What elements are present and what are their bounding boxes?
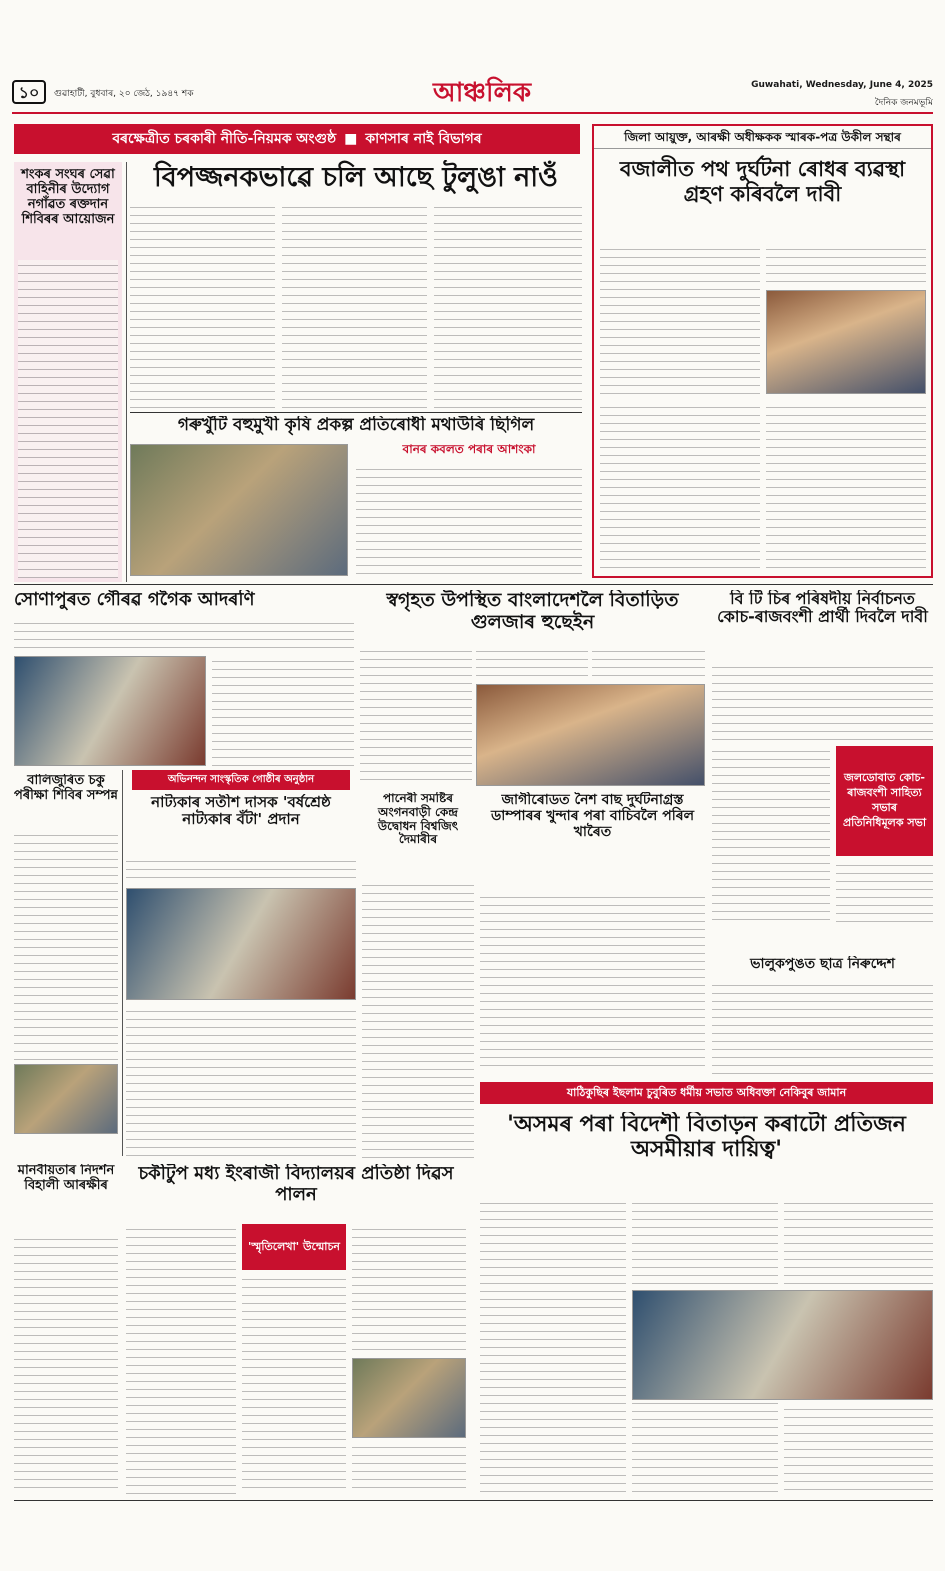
date-left: গুৱাহাটী, বুধবাৰ, ২০ জেঠ, ১৯৪৭ শক bbox=[54, 89, 194, 99]
body-text bbox=[352, 1442, 466, 1494]
body-text bbox=[352, 1224, 466, 1354]
article-bajali bbox=[592, 124, 933, 578]
family-photo bbox=[476, 684, 705, 786]
body-text bbox=[14, 830, 118, 1060]
body-text bbox=[480, 892, 705, 1072]
headline: বিপজ্জনকভাৱে চলি আছে টুলুঙা নাওঁ bbox=[153, 162, 558, 193]
body-text bbox=[600, 244, 760, 394]
article-chakitup bbox=[126, 1164, 466, 1494]
body-text bbox=[126, 856, 356, 884]
subheadline: বানৰ কবলত পৰাৰ আশংকা bbox=[402, 442, 536, 456]
date-right: Guwahati, Wednesday, June 4, 2025 bbox=[751, 80, 933, 90]
article-anganwadi bbox=[362, 792, 474, 1162]
headline: ভালুকপুঙত ছাত্ৰ নিৰুদ্দেশ bbox=[750, 956, 895, 972]
religious-meeting-photo bbox=[632, 1290, 933, 1400]
body-text bbox=[242, 1274, 346, 1494]
page-number: ১০ bbox=[12, 80, 46, 104]
headline: পানেৰী সমষ্টিৰ অংগনবাড়ী কেন্দ্ৰ উদ্বোধন বিশ্বজিৎ দৈমাৰীৰ bbox=[377, 792, 459, 847]
article-dumper bbox=[480, 792, 705, 1072]
article-baliju bbox=[14, 774, 118, 1154]
body-text bbox=[712, 662, 933, 742]
kicker: যাঠিকুছিৰ ইছলাম চুবুৰিত ধৰ্মীয় সভাত অধিবক্তা নেকিবুৰ জামান bbox=[480, 1082, 933, 1104]
article-asom bbox=[480, 1082, 933, 1494]
paper-name: দৈনিক জনমভূমি bbox=[874, 98, 933, 108]
article-krishi bbox=[130, 416, 582, 576]
body-text bbox=[712, 746, 830, 926]
headline: বালিজুৰিত চকু পৰীক্ষা শিবিৰ সম্পন্ন bbox=[14, 774, 118, 803]
top-banner-right: কাণসাৰ নাই বিভাগৰ bbox=[365, 131, 482, 147]
memorandum-photo bbox=[766, 290, 926, 394]
body-text bbox=[14, 618, 354, 652]
section-title: আঞ্চলিক bbox=[432, 78, 532, 108]
body-text bbox=[360, 646, 472, 786]
body-text bbox=[784, 1198, 933, 1286]
body-text bbox=[126, 1224, 236, 1494]
body-text bbox=[18, 260, 118, 578]
top-banner bbox=[14, 124, 580, 154]
body-text bbox=[766, 244, 926, 284]
body-text bbox=[836, 860, 933, 926]
article-gulzar bbox=[360, 590, 705, 786]
award-ceremony-photo bbox=[126, 888, 356, 1000]
headline: 'অসমৰ পৰা বিদেশী বিতাড়ন কৰাটো প্ৰতিজন অসমীয়াৰ দায়িত্ব' bbox=[507, 1112, 906, 1163]
kicker: জিলা আয়ুক্ত, আৰক্ষী অধীক্ষকক স্মাৰক-পত্ৰ উকীল সন্থাৰ bbox=[594, 126, 931, 149]
article-sonapur bbox=[14, 590, 354, 766]
jaldobata-box: জলডোবাত কোচ-ৰাজবংশী সাহিত্য সভাৰ প্ৰতিনিধিমূলক সভা bbox=[836, 746, 933, 856]
body-text bbox=[712, 980, 933, 1076]
article-bhalukpung bbox=[712, 956, 933, 1076]
article-manaviyata bbox=[14, 1164, 118, 1494]
headline: বজালীত পথ দুৰ্ঘটনা ৰোধৰ ব্যৱস্থা গ্ৰহণ কৰিবলৈ দাবী bbox=[619, 157, 906, 206]
body-text bbox=[130, 202, 275, 410]
body-text bbox=[600, 402, 760, 572]
headline: চকীটুপ মধ্য ইংৰাজী বিদ্যালয়ৰ প্ৰতিষ্ঠা দিৱস পালন bbox=[138, 1164, 454, 1205]
eye-camp-photo bbox=[14, 1064, 118, 1134]
body-text bbox=[784, 1404, 933, 1494]
headline: গৰুখুঁটি বহুমুখী কৃষি প্ৰকল্প প্ৰতিৰোধী মথাউৰি ছিগিল bbox=[177, 416, 535, 435]
headline: বি টি চিৰ পৰিষদীয় নিৰ্বাচনত কোচ-ৰাজবংশী প্ৰাৰ্থী দিবলৈ দাবী bbox=[717, 590, 928, 627]
body-text bbox=[480, 1198, 626, 1494]
article-natyakar bbox=[126, 770, 356, 1156]
kicker: অভিনন্দন সাংস্কৃতিক গোষ্ঠীৰ অনুষ্ঠান bbox=[132, 770, 350, 790]
body-text bbox=[282, 202, 427, 410]
body-text bbox=[592, 646, 705, 680]
top-banner-left: বৰক্ষেত্ৰীত চৰকাৰী নীতি-নিয়মক অংগুষ্ঠ bbox=[112, 131, 337, 147]
headline: মানবীয়তাৰ নিদৰ্শন বিহালী আৰক্ষীৰ bbox=[17, 1164, 115, 1193]
smritilekha-box: 'স্মৃতিলেখা' উন্মোচন bbox=[242, 1224, 346, 1270]
headline: স্বগৃহত উপস্থিত বাংলাদেশলৈ বিতাড়িত গুলজাৰ হুছেইন bbox=[386, 590, 679, 633]
article-shankar bbox=[14, 162, 122, 582]
school-event-photo bbox=[352, 1358, 466, 1438]
headline: জাগীৰোডত নৈশ বাছ দুৰ্ঘটনাগ্ৰস্ত ডাম্পাৰৰ খুন্দাৰ পৰা বাচিবলৈ পৰিল খাৰৈত bbox=[490, 792, 695, 841]
top-banner-separator: ■ bbox=[344, 131, 358, 147]
felicitation-photo bbox=[14, 656, 206, 766]
body-text bbox=[434, 202, 582, 410]
river-embankment-photo bbox=[130, 444, 348, 576]
article-btc bbox=[712, 590, 933, 950]
body-text bbox=[356, 464, 582, 576]
headline: নাট্যকাৰ সতীশ দাসক 'বৰ্ষশ্ৰেষ্ঠ নাট্যকাৰ বঁটা' প্ৰদান bbox=[151, 794, 331, 829]
body-text bbox=[476, 646, 588, 680]
headline: সোণাপুৰত গৌৰৱ গগৈক আদৰণি bbox=[14, 590, 255, 610]
body-text bbox=[14, 1234, 118, 1494]
headline: শংকৰ সংঘৰ সেৱা বাহিনীৰ উদ্যোগ নগাঁৱত ৰক্তদান শিবিৰৰ আয়োজন bbox=[21, 167, 115, 227]
body-text bbox=[126, 1006, 356, 1156]
masthead bbox=[12, 76, 933, 114]
body-text bbox=[766, 402, 926, 572]
body-text bbox=[362, 880, 474, 1162]
article-tulunga bbox=[130, 160, 582, 410]
body-text bbox=[212, 656, 354, 766]
